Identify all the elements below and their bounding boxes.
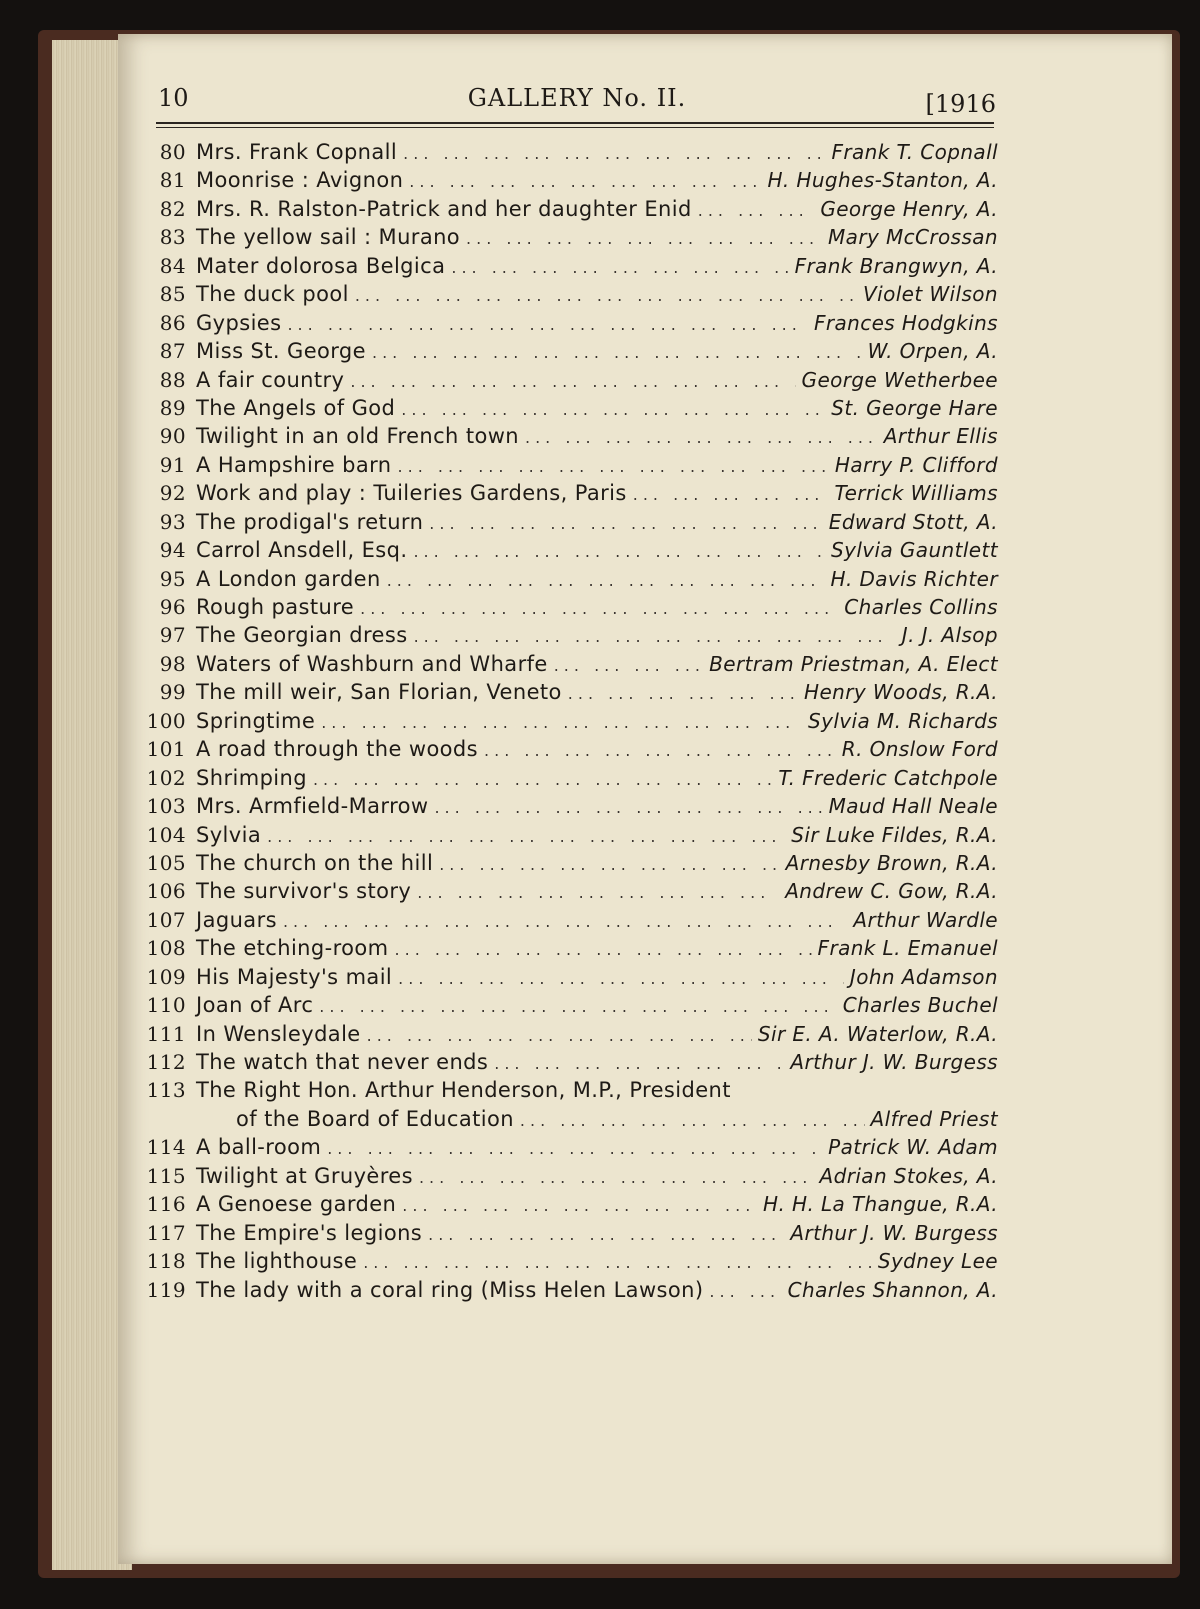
catalogue-entry xyxy=(136,1249,998,1277)
catalogue-entry xyxy=(136,368,998,396)
catalogue-entry xyxy=(136,424,998,452)
catalogue-entry xyxy=(136,1192,998,1220)
entry-artist: Sydney Lee xyxy=(877,1249,998,1274)
catalogue-entry xyxy=(136,1050,998,1078)
catalogue-entry xyxy=(136,282,998,310)
catalogue-entry xyxy=(136,254,998,282)
dot-leader xyxy=(417,883,779,902)
entry-title: His Majesty's mail xyxy=(196,964,393,989)
entry-artist: John Adamson xyxy=(849,964,998,989)
entry-artist: Mary McCrossan xyxy=(828,225,998,250)
catalogue-entry xyxy=(136,453,998,481)
entry-title: Joan of Arc xyxy=(196,993,314,1018)
entry-number: 94 xyxy=(159,538,186,563)
entry-artist: Arthur Wardle xyxy=(853,907,998,932)
dot-leader xyxy=(395,940,812,959)
entry-artist: Sir E. A. Waterlow, R.A. xyxy=(757,1021,998,1046)
header-rule xyxy=(156,122,994,124)
entry-artist: R. Onslow Ford xyxy=(841,737,998,762)
catalogue-entry xyxy=(136,567,998,595)
catalogue-entry xyxy=(136,510,998,538)
entry-number: 96 xyxy=(159,595,186,619)
catalogue-entry xyxy=(136,1278,998,1306)
catalogue-entry xyxy=(136,197,998,225)
dot-leader xyxy=(568,684,798,703)
dot-leader xyxy=(434,798,822,817)
entry-title: Rough pasture xyxy=(196,595,355,619)
entry-title: Shrimping xyxy=(196,765,307,790)
entry-title: The prodigal's return xyxy=(196,509,424,534)
entry-number: 107 xyxy=(146,907,186,932)
entry-title: A Genoese garden xyxy=(196,1192,397,1217)
entry-number: 86 xyxy=(159,310,186,335)
dot-leader xyxy=(413,542,825,561)
dot-leader xyxy=(360,599,838,618)
entry-number: 80 xyxy=(159,140,186,164)
entry-artist: Alfred Priest xyxy=(870,1106,998,1131)
catalogue-entry xyxy=(136,794,998,822)
entry-artist: Harry P. Clifford xyxy=(834,452,998,477)
dot-leader xyxy=(409,172,761,191)
dot-leader xyxy=(554,656,703,675)
entry-number: 104 xyxy=(146,822,186,847)
entry-artist: Frank Brangwyn, A. xyxy=(794,253,998,278)
dot-leader xyxy=(525,428,878,447)
entry-artist: H. Hughes-Stanton, A. xyxy=(767,168,998,193)
entry-artist: Charles Collins xyxy=(844,595,998,619)
dot-leader xyxy=(484,741,836,760)
entry-number: 111 xyxy=(146,1021,186,1046)
entry-title: The Angels of God xyxy=(196,395,396,420)
catalogue-entry xyxy=(136,680,998,708)
entry-title: Moonrise : Avignon xyxy=(196,168,404,193)
entry-artist: Adrian Stokes, A. xyxy=(819,1163,998,1188)
entry-number: 112 xyxy=(146,1050,186,1074)
entry-title: The mill weir, San Florian, Veneto xyxy=(196,680,562,705)
entry-number: 102 xyxy=(146,765,186,790)
catalogue-entry xyxy=(136,1107,998,1135)
entry-artist: Bertram Priestman, A. Elect xyxy=(709,651,998,676)
entry-title: Miss St. George xyxy=(196,339,366,364)
catalogue-entry xyxy=(136,993,998,1021)
dot-leader xyxy=(428,1225,784,1244)
dot-leader xyxy=(319,997,836,1016)
dot-leader xyxy=(466,229,822,248)
entry-artist: Charles Shannon, A. xyxy=(787,1277,998,1302)
dot-leader xyxy=(439,855,779,874)
entry-artist: Arthur J. W. Burgess xyxy=(790,1220,998,1245)
entry-title: of the Board of Education xyxy=(236,1106,514,1131)
catalogue-entry xyxy=(136,140,998,168)
entry-title: Carrol Ansdell, Esq. xyxy=(196,538,408,563)
entry-title: The survivor's story xyxy=(196,879,412,904)
entry-title: A ball-room xyxy=(196,1135,322,1160)
entry-title: A fair country xyxy=(196,367,345,392)
entry-title: Mater dolorosa Belgica xyxy=(196,253,446,278)
entry-number: 89 xyxy=(159,395,186,420)
dot-leader xyxy=(367,1026,752,1045)
entry-title: The duck pool xyxy=(196,282,349,307)
entry-number: 101 xyxy=(146,737,186,762)
page-number: 10 xyxy=(158,84,189,112)
entry-title: The Right Hon. Arthur Henderson, M.P., President xyxy=(196,1078,731,1103)
entry-title: The Empire's legions xyxy=(196,1220,423,1245)
catalogue-entry xyxy=(136,908,998,936)
entry-artist: Terrick Williams xyxy=(834,481,998,506)
entry-artist: Violet Wilson xyxy=(863,282,998,307)
entry-number: 109 xyxy=(146,964,186,989)
dot-leader xyxy=(403,144,825,163)
entry-number: 105 xyxy=(146,850,186,875)
entry-title: Mrs. Frank Copnall xyxy=(196,140,398,164)
entry-number: 88 xyxy=(159,367,186,392)
catalogue-entry xyxy=(136,1221,998,1249)
catalogue-entry xyxy=(136,652,998,680)
catalogue-entry xyxy=(136,851,998,879)
entry-number: 83 xyxy=(159,225,186,250)
entry-title: Sylvia xyxy=(196,822,262,847)
entry-artist: George Henry, A. xyxy=(820,196,998,221)
dot-leader xyxy=(398,969,844,988)
entry-number: 85 xyxy=(159,282,186,307)
catalogue-entry xyxy=(136,396,998,424)
entry-title: Springtime xyxy=(196,708,316,733)
entry-artist: George Wetherbee xyxy=(801,367,998,392)
catalogue-entry xyxy=(136,1078,998,1106)
catalogue-entry xyxy=(136,709,998,737)
dot-leader xyxy=(429,514,823,533)
entry-number: 87 xyxy=(159,339,186,364)
header-year: [1916 xyxy=(925,90,996,118)
entry-artist: H. H. La Thangue, R.A. xyxy=(763,1192,998,1217)
dot-leader xyxy=(419,1168,814,1187)
entry-number: 98 xyxy=(159,651,186,676)
entry-title: The Georgian dress xyxy=(196,623,408,648)
entry-number: 90 xyxy=(159,424,186,449)
entry-title: The etching-room xyxy=(196,936,389,961)
dot-leader xyxy=(363,1253,872,1272)
catalogue-entry xyxy=(136,965,998,993)
page-title: GALLERY No. II. xyxy=(467,84,687,112)
dot-leader xyxy=(387,571,825,590)
catalogue-entry xyxy=(136,1164,998,1192)
entry-artist: Sylvia M. Richards xyxy=(808,708,998,733)
catalogue-entry xyxy=(136,766,998,794)
entry-artist: Frank L. Emanuel xyxy=(817,936,998,961)
entry-artist: St. George Hare xyxy=(831,395,998,420)
entry-number: 116 xyxy=(146,1192,186,1217)
entry-title: In Wensleydale xyxy=(196,1021,361,1046)
entry-artist: Edward Stott, A. xyxy=(828,509,998,534)
entry-artist: J. J. Alsop xyxy=(901,623,998,648)
entry-number: 84 xyxy=(159,253,186,278)
catalogue-entry xyxy=(136,595,998,623)
entry-title: Twilight at Gruyères xyxy=(196,1163,413,1188)
entry-title: Mrs. Armfield-Marrow xyxy=(196,794,429,819)
entry-artist: Arnesby Brown, R.A. xyxy=(785,850,998,875)
entry-artist: Andrew C. Gow, R.A. xyxy=(785,879,998,904)
dot-leader xyxy=(372,343,862,362)
entry-number: 115 xyxy=(146,1163,186,1188)
entry-title: The lighthouse xyxy=(196,1249,358,1274)
catalogue-entry xyxy=(136,481,998,509)
page-header xyxy=(158,84,996,124)
dot-leader xyxy=(451,258,788,277)
dot-leader xyxy=(520,1111,865,1130)
catalogue-entry xyxy=(136,623,998,651)
catalogue-entry xyxy=(136,339,998,367)
catalogue-entry xyxy=(136,879,998,907)
entry-number: 106 xyxy=(146,879,186,904)
entry-artist: Frances Hodgkins xyxy=(813,310,998,335)
entry-title: The yellow sail : Murano xyxy=(196,225,461,250)
dot-leader xyxy=(267,827,785,846)
entry-number: 114 xyxy=(146,1135,186,1160)
entry-artist: Maud Hall Neale xyxy=(828,794,998,819)
dot-leader xyxy=(414,627,896,646)
dot-leader xyxy=(355,286,857,305)
dot-leader xyxy=(321,713,802,732)
entry-number: 119 xyxy=(146,1277,186,1302)
entry-number: 108 xyxy=(146,936,186,961)
header-rule-thin xyxy=(156,127,994,128)
dot-leader xyxy=(402,1196,757,1215)
entry-artist: W. Orpen, A. xyxy=(867,339,998,364)
entry-artist: Arthur J. W. Burgess xyxy=(790,1050,998,1074)
entry-number: 81 xyxy=(159,168,186,193)
entry-number: 97 xyxy=(159,623,186,648)
entry-number: 93 xyxy=(159,509,186,534)
catalogue-entry xyxy=(136,1022,998,1050)
entry-number: 100 xyxy=(146,708,186,733)
catalogue-entry xyxy=(136,737,998,765)
entry-artist: T. Frederic Catchpole xyxy=(778,765,998,790)
catalogue-entry xyxy=(136,538,998,566)
entry-title: The church on the hill xyxy=(196,850,434,875)
catalogue-entry xyxy=(136,168,998,196)
entry-artist: Charles Buchel xyxy=(842,993,998,1018)
entry-artist: Sir Luke Fildes, R.A. xyxy=(791,822,998,847)
dot-leader xyxy=(698,201,815,220)
entry-number: 95 xyxy=(159,566,186,591)
catalogue-entry xyxy=(136,823,998,851)
entry-title: Mrs. R. Ralston-Patrick and her daughter Enid xyxy=(196,196,692,221)
entry-title: Waters of Washburn and Wharfe xyxy=(196,651,548,676)
catalogue-list xyxy=(136,140,998,1306)
dot-leader xyxy=(313,770,772,789)
entry-number: 117 xyxy=(146,1220,186,1245)
dot-leader xyxy=(709,1282,781,1301)
dot-leader xyxy=(633,485,829,504)
entry-number: 99 xyxy=(159,680,186,705)
entry-title: Jaguars xyxy=(196,907,277,932)
entry-number: 82 xyxy=(159,196,186,221)
dot-leader xyxy=(401,400,825,419)
catalogue-entry xyxy=(136,1135,998,1163)
entry-title: A road through the woods xyxy=(196,737,479,762)
dot-leader xyxy=(494,1054,784,1073)
dot-leader xyxy=(327,1139,822,1158)
catalogue-entry xyxy=(136,225,998,253)
catalogue-entry xyxy=(136,311,998,339)
dot-leader xyxy=(283,912,847,931)
entry-artist: Patrick W. Adam xyxy=(828,1135,998,1160)
entry-number: 91 xyxy=(159,452,186,477)
entry-title: A London garden xyxy=(196,566,381,591)
catalogue-entry xyxy=(136,936,998,964)
entry-artist: H. Davis Richter xyxy=(830,566,998,591)
dot-leader xyxy=(398,457,829,476)
entry-title: A Hampshire barn xyxy=(196,452,392,477)
entry-number: 118 xyxy=(146,1249,186,1274)
entry-number: 92 xyxy=(159,481,186,506)
entry-artist: Henry Woods, R.A. xyxy=(804,680,998,705)
entry-artist: Frank T. Copnall xyxy=(831,140,998,164)
entry-title: The lady with a coral ring (Miss Helen Lawson) xyxy=(196,1277,704,1302)
entry-title: Twilight in an old French town xyxy=(196,424,519,449)
entry-title: The watch that never ends xyxy=(196,1050,489,1074)
entry-title: Gypsies xyxy=(196,310,282,335)
entry-artist: Arthur Ellis xyxy=(883,424,998,449)
entry-artist: Sylvia Gauntlett xyxy=(831,538,998,563)
entry-number: 113 xyxy=(146,1078,186,1103)
entry-number: 110 xyxy=(146,993,186,1018)
entry-number: 103 xyxy=(146,794,186,819)
entry-title: Work and play : Tuileries Gardens, Paris xyxy=(196,481,627,506)
dot-leader xyxy=(350,372,795,391)
dot-leader xyxy=(287,315,807,334)
